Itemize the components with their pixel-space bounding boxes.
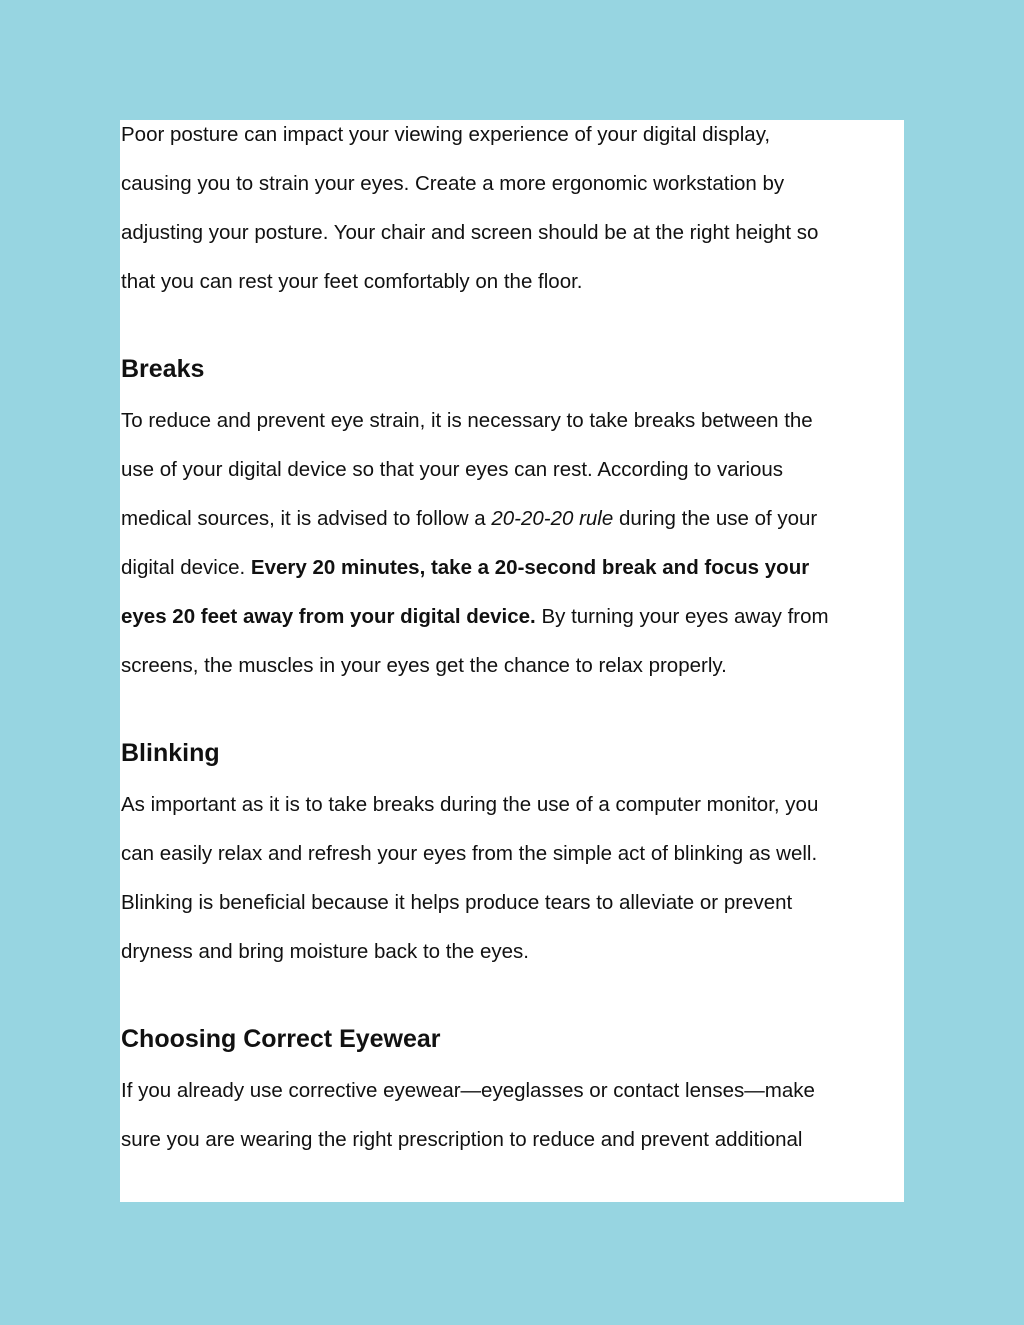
blinking-line: Blinking is beneficial because it helps produce tears to alleviate or prevent	[121, 891, 793, 914]
blinking-line: can easily relax and refresh your eyes from the simple act of blinking as well.	[121, 842, 818, 865]
heading-breaks: Breaks	[121, 355, 205, 383]
breaks-line	[121, 543, 903, 592]
rule-name: 20-20-20 rule	[491, 507, 614, 530]
breaks-text: By turning your eyes away from	[535, 605, 829, 628]
eyewear-paragraph	[121, 1066, 903, 1164]
blinking-paragraph	[121, 780, 903, 976]
rule-emphasis: Every 20 minutes, take a 20-second break and focus your	[250, 556, 810, 579]
blinking-line: As important as it is to take breaks during the use of a computer monitor, you	[121, 793, 819, 816]
breaks-text: medical sources, it is advised to follow a	[121, 507, 492, 530]
breaks-line: To reduce and prevent eye strain, it is necessary to take breaks between the	[121, 409, 813, 432]
breaks-line: screens, the muscles in your eyes get the chance to relax properly.	[121, 654, 727, 677]
breaks-paragraph	[121, 396, 903, 690]
intro-line: adjusting your posture. Your chair and screen should be at the right height so	[121, 221, 819, 244]
rule-emphasis: eyes 20 feet away from your digital device.	[121, 605, 536, 628]
heading-choosing-correct-eyewear: Choosing Correct Eyewear	[121, 1025, 441, 1053]
breaks-text: during the use of your	[613, 507, 818, 530]
blinking-line: dryness and bring moisture back to the eyes.	[121, 940, 529, 963]
intro-line: causing you to strain your eyes. Create a more ergonomic workstation by	[121, 172, 785, 195]
intro-paragraph	[121, 120, 903, 306]
breaks-line	[121, 494, 903, 543]
intro-line: that you can rest your feet comfortably on the floor.	[121, 270, 583, 293]
heading-blinking: Blinking	[121, 739, 220, 767]
eyewear-line: sure you are wearing the right prescription to reduce and prevent additional	[121, 1128, 803, 1151]
breaks-text: digital device.	[121, 556, 251, 579]
breaks-line: use of your digital device so that your eyes can rest. According to various	[121, 458, 784, 481]
document-page	[120, 120, 904, 1202]
eyewear-line: If you already use corrective eyewear—eyeglasses or contact lenses—make	[121, 1079, 815, 1102]
breaks-line	[121, 592, 903, 641]
document-content	[120, 120, 903, 1164]
intro-line: Poor posture can impact your viewing experience of your digital display,	[121, 123, 771, 146]
